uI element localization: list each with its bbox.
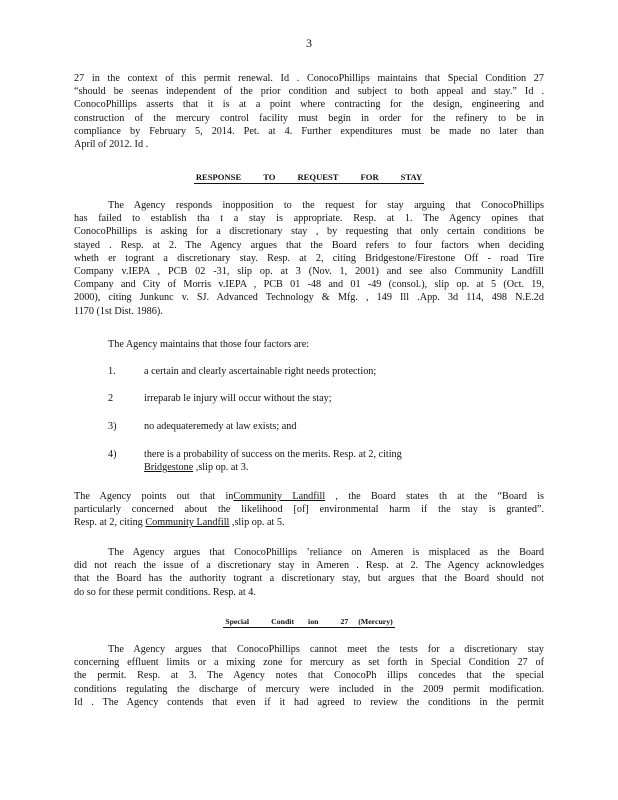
text-line: that the Board has the authority togrant a discretionary stay, but argues that the Board should not	[74, 573, 544, 585]
heading-word: 27	[340, 617, 349, 626]
text-line: Company and City of Morris v.IEPA , PCB 01 -48 and 01 -49 (consol.), slip op. at 5 (Oct. 19,	[74, 279, 544, 291]
text-line: April of 2012. Id .	[74, 138, 149, 150]
paragraph-agency-responds	[74, 199, 544, 318]
paragraph-intro	[74, 72, 544, 151]
citation-text: ,slip op. at 3.	[193, 462, 249, 473]
list-number: 3)	[108, 421, 117, 432]
heading-word: Condit	[271, 617, 295, 626]
paragraph-ameren	[74, 546, 544, 599]
heading-word: ion	[308, 617, 319, 626]
text-line: compliance by February 5, 2014. Pet. at 4. Further expenditures must be made no later than	[74, 125, 544, 137]
list-text: there is a probability of success on the merits. Resp. at 2, citing	[144, 449, 402, 460]
text-line: 27 in the context of this permit renewal. Id . ConocoPhillips maintains that Special Condition 27	[74, 73, 544, 84]
heading-word: FOR	[360, 172, 379, 182]
text-run: Resp. at 2, citing	[74, 517, 146, 529]
paragraph-special-condition	[74, 643, 544, 709]
text-line: conditions regulating the discharge of mercury were included in the 2009 permit modification.	[74, 683, 544, 695]
text-run: ,slip op. at 5.	[229, 517, 285, 529]
text-line	[74, 516, 544, 529]
page-number: 3	[306, 36, 312, 50]
text-run: , the Board states th at the “Board is	[325, 491, 544, 502]
text-line: wheth er togrant a discretionary stay. Resp. at 2, citing Bridgestone/Firestone Off - road Tire	[74, 252, 544, 264]
text-line: The Agency responds inopposition to the request for stay arguing that ConocoPhillips	[108, 200, 544, 211]
text-line: construction of the mercury control facility must begin in order for the refinery to be in	[74, 112, 544, 124]
list-number: 1.	[108, 366, 116, 377]
text-line: ConocoPhillips asserts that it is at a point where contracting for the design, engineering and	[74, 99, 544, 111]
text-line: do so for these permit conditions. Resp. at 4.	[74, 586, 256, 598]
paragraph-community-landfill	[74, 490, 544, 530]
heading-word: Special	[225, 617, 250, 626]
heading-word: REQUEST	[297, 172, 339, 182]
text-line: Id . The Agency contends that even if it had agreed to review the conditions in the permit	[74, 696, 544, 708]
heading-word: (Mercury)	[358, 617, 393, 626]
factors-intro	[108, 338, 508, 351]
text-line: ConocoPhillips is asking for a discretionary stay , by requesting that only certain conditions be	[74, 226, 544, 238]
text-line: the permit. Resp. at 3. The Agency notes that ConocoPh illips concedes that the special	[74, 670, 544, 682]
list-text: irreparab le injury will occur without the stay;	[144, 393, 332, 404]
case-name-bridgestone: Bridgestone	[144, 462, 194, 473]
list-number: 4)	[108, 449, 117, 460]
text-run: The Agency points out that in	[74, 491, 234, 502]
text-line: 2000), citing Junkunc v. SJ. Advanced Technology & Mfg. , 149 Ill .App. 3d 114, 498 N.E.2d	[74, 292, 544, 304]
section-heading-special-condition	[0, 617, 618, 626]
list-number: 2	[108, 393, 114, 404]
case-name-community-landfill: Community Landfill	[233, 491, 326, 502]
text-line: stayed . Resp. at 2. The Agency argues that the Board refers to four factors when deciding	[74, 239, 544, 251]
heading-word: STAY	[400, 172, 423, 182]
factors-list	[108, 365, 528, 475]
heading-word: TO	[263, 172, 276, 182]
section-heading-response	[0, 172, 618, 182]
text-line: The Agency maintains that those four factors are:	[108, 339, 310, 350]
text-line: “should be seenas independent of the prior condition and subject to both appeal and stay.” Id .	[74, 86, 544, 98]
text-line: 1170 (1st Dist. 1986).	[74, 305, 163, 317]
case-name-community-landfill: Community Landfill	[145, 517, 230, 529]
list-text-continued	[144, 461, 248, 474]
heading-word: RESPONSE	[195, 172, 242, 182]
text-line: has failed to establish tha t a stay is appropriate. Resp. at 1. The Agency opines that	[74, 213, 544, 225]
text-line: Company v.IEPA , PCB 02 -31, slip op. at 3 (Nov. 1, 2001) and see also Community Landfill	[74, 265, 544, 277]
text-line: The Agency argues that ConocoPhillips ’reliance on Ameren is misplaced as the Board	[108, 547, 544, 558]
list-text: a certain and clearly ascertainable right needs protection;	[144, 366, 377, 377]
text-line: The Agency argues that ConocoPhillips cannot meet the tests for a discretionary stay	[108, 644, 544, 655]
text-line: particularly concerned about the likelihood [of] environmental harm if the stay is granted”.	[74, 504, 544, 516]
list-text: no adequateremedy at law exists; and	[144, 421, 297, 432]
text-line	[74, 490, 544, 503]
text-line: did not reach the issue of a discretionary stay in Ameren . Resp. at 2. The Agency acknowledges	[74, 560, 544, 572]
text-line: concerning effluent limits or a mixing zone for mercury as set forth in Special Condition 27 of	[74, 657, 544, 669]
